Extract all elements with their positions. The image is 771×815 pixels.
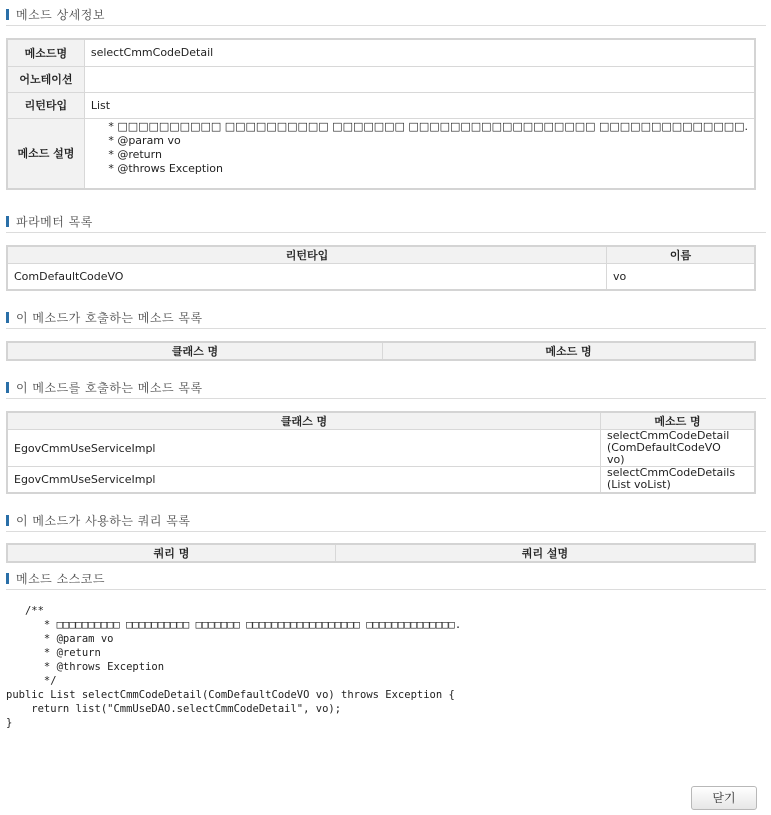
- param-name: vo: [607, 264, 756, 290]
- section-bullet: [6, 573, 9, 584]
- column-header: 클래스 명: [7, 342, 383, 360]
- method-name-label: 메소드명: [7, 39, 84, 66]
- method-detail-table: [6, 38, 756, 190]
- column-header: 쿼리 명: [7, 544, 336, 562]
- query-table: [6, 543, 756, 563]
- table-row: [7, 39, 755, 66]
- section-title-text: 메소드 소스코드: [16, 572, 105, 586]
- section-title-callers: [6, 377, 766, 399]
- source-code-block: /** * □□□□□□□□□□ □□□□□□□□□□ □□□□□□□ □□□□□□□□□□□□□□□□□□ □□□□□□□□□□□□□□. * @param vo * @return * @throws Exception */ public List selectCmmCodeDetail(ComDefaultCodeVO vo) throws Exception { return list("CmmUseDAO.selectCmmCodeDetail", vo); }: [6, 605, 462, 729]
- section-title-text: 이 메소드가 사용하는 쿼리 목록: [16, 514, 191, 528]
- table-row: [7, 92, 755, 118]
- section-bullet: [6, 382, 9, 393]
- annotation-label: 어노테이션: [7, 66, 84, 92]
- caller-table: [6, 411, 756, 494]
- column-header: 메소드 명: [601, 412, 756, 430]
- caller-class: EgovCmmUseServiceImpl: [7, 430, 601, 467]
- parameter-table: [6, 245, 756, 291]
- callee-table: [6, 341, 756, 361]
- column-header: 이름: [607, 246, 756, 264]
- table-row: [7, 264, 755, 290]
- table-row: [7, 430, 755, 467]
- section-title-text: 이 메소드가 호출하는 메소드 목록: [16, 311, 203, 325]
- table-header-row: [7, 342, 755, 360]
- section-title-text: 메소드 상세정보: [16, 8, 105, 22]
- section-title-source: [6, 568, 766, 590]
- close-button[interactable]: 닫기: [691, 786, 757, 810]
- column-header: 리턴타입: [7, 246, 607, 264]
- table-row: [7, 467, 755, 493]
- section-title-queries: [6, 510, 766, 532]
- column-header: 클래스 명: [7, 412, 601, 430]
- section-title-callees: [6, 307, 766, 329]
- return-type-label: 리턴타입: [7, 92, 84, 118]
- caller-class: EgovCmmUseServiceImpl: [7, 467, 601, 493]
- return-type-value: List: [84, 92, 755, 118]
- column-header: 쿼리 설명: [336, 544, 756, 562]
- section-title-text: 파라메터 목록: [16, 215, 93, 229]
- table-row: [7, 118, 755, 189]
- annotation-value: [84, 66, 755, 92]
- section-title-parameters: [6, 211, 766, 233]
- method-name-value: selectCmmCodeDetail: [84, 39, 755, 66]
- section-title-text: 이 메소드를 호출하는 메소드 목록: [16, 381, 203, 395]
- section-bullet: [6, 515, 9, 526]
- table-header-row: [7, 412, 755, 430]
- section-title-method-detail: [6, 4, 766, 26]
- param-type: ComDefaultCodeVO: [7, 264, 607, 290]
- caller-method: selectCmmCodeDetail (ComDefaultCodeVO vo): [601, 430, 756, 467]
- table-header-row: [7, 246, 755, 264]
- section-bullet: [6, 312, 9, 323]
- section-bullet: [6, 216, 9, 227]
- table-row: [7, 66, 755, 92]
- section-bullet: [6, 9, 9, 20]
- description-label: 메소드 설명: [7, 118, 84, 189]
- table-header-row: [7, 544, 755, 562]
- caller-method: selectCmmCodeDetails (List voList): [601, 467, 756, 493]
- description-value: * □□□□□□□□□□ □□□□□□□□□□ □□□□□□□ □□□□□□□□□□□□□□□□□□ □□□□□□□□□□□□□□. * @param vo * @return * @throws Exception: [84, 118, 755, 189]
- column-header: 메소드 명: [383, 342, 756, 360]
